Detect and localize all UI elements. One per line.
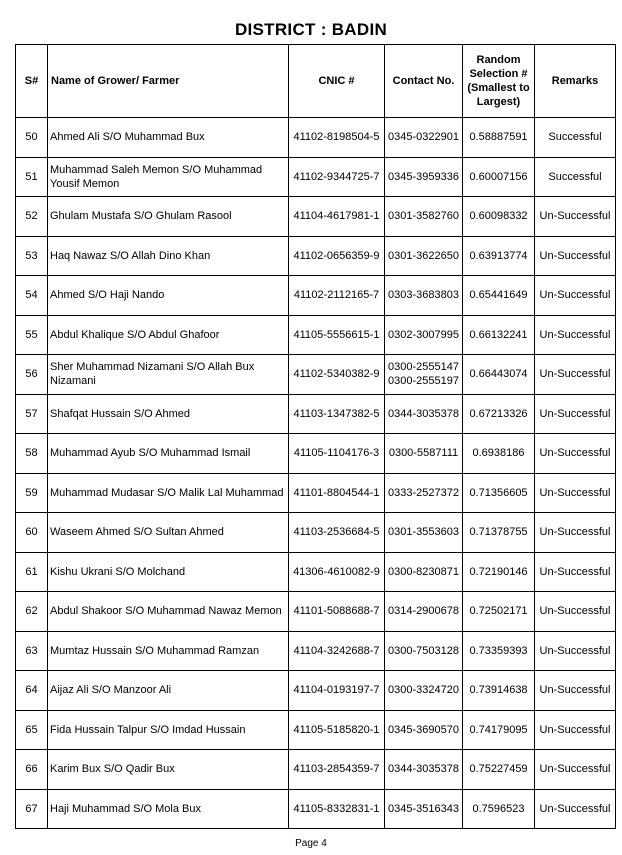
contact-number: 0344-3035378 <box>388 407 459 420</box>
cell-random-selection: 0.7596523 <box>463 789 535 829</box>
cell-sno: 61 <box>16 552 48 592</box>
cell-remarks: Un-Successful <box>535 710 616 750</box>
cell-remarks: Un-Successful <box>535 592 616 632</box>
cell-sno: 52 <box>16 197 48 237</box>
cell-random-selection: 0.71356605 <box>463 473 535 513</box>
cell-name: Shafqat Hussain S/O Ahmed <box>48 394 289 434</box>
cell-sno: 65 <box>16 710 48 750</box>
table-row <box>16 631 616 671</box>
cell-contact <box>385 473 463 513</box>
cell-sno: 53 <box>16 236 48 276</box>
cell-name: Abdul Khalique S/O Abdul Ghafoor <box>48 315 289 355</box>
cell-random-selection: 0.67213326 <box>463 394 535 434</box>
contact-number: 0314-2900678 <box>388 605 459 618</box>
cell-contact <box>385 236 463 276</box>
table-row <box>16 552 616 592</box>
cell-contact <box>385 513 463 553</box>
contact-number: 0300-2555197 <box>388 375 459 388</box>
cell-remarks: Un-Successful <box>535 473 616 513</box>
contact-number: 0300-5587111 <box>388 447 459 460</box>
cell-contact <box>385 118 463 158</box>
cell-name: Ahmed S/O Haji Nando <box>48 276 289 316</box>
cell-sno: 57 <box>16 394 48 434</box>
cell-random-selection: 0.58887591 <box>463 118 535 158</box>
contact-number: 0300-8230871 <box>388 565 459 578</box>
cell-contact <box>385 671 463 711</box>
cell-sno: 63 <box>16 631 48 671</box>
cell-cnic: 41103-2854359-7 <box>289 750 385 790</box>
contact-number: 0301-3622650 <box>388 249 459 262</box>
cell-random-selection: 0.66443074 <box>463 355 535 395</box>
contact-number: 0345-3516343 <box>388 802 459 815</box>
cell-cnic: 41101-8804544-1 <box>289 473 385 513</box>
cell-name: Aijaz Ali S/O Manzoor Ali <box>48 671 289 711</box>
cell-cnic: 41103-1347382-5 <box>289 394 385 434</box>
table-row <box>16 513 616 553</box>
cell-cnic: 41104-3242688-7 <box>289 631 385 671</box>
cell-contact <box>385 750 463 790</box>
cell-remarks: Un-Successful <box>535 355 616 395</box>
table-row <box>16 315 616 355</box>
cell-remarks: Un-Successful <box>535 315 616 355</box>
cell-cnic: 41104-0193197-7 <box>289 671 385 711</box>
cell-random-selection: 0.71378755 <box>463 513 535 553</box>
cell-remarks: Un-Successful <box>535 276 616 316</box>
contact-number: 0301-3582760 <box>388 210 459 223</box>
column-header-sno: S# <box>16 45 48 118</box>
cell-sno: 51 <box>16 157 48 197</box>
cell-name: Haji Muhammad S/O Mola Bux <box>48 789 289 829</box>
cell-sno: 56 <box>16 355 48 395</box>
page-number: Page 4 <box>295 838 327 849</box>
cell-sno: 50 <box>16 118 48 158</box>
cell-contact <box>385 157 463 197</box>
cell-name: Fida Hussain Talpur S/O Imdad Hussain <box>48 710 289 750</box>
cell-contact <box>385 315 463 355</box>
cell-cnic: 41105-5185820-1 <box>289 710 385 750</box>
table-row <box>16 710 616 750</box>
cell-random-selection: 0.63913774 <box>463 236 535 276</box>
cell-cnic: 41102-2112165-7 <box>289 276 385 316</box>
cell-contact <box>385 355 463 395</box>
cell-random-selection: 0.72190146 <box>463 552 535 592</box>
cell-name: Karim Bux S/O Qadir Bux <box>48 750 289 790</box>
cell-random-selection: 0.60007156 <box>463 157 535 197</box>
cell-contact <box>385 710 463 750</box>
cell-name: Muhammad Saleh Memon S/O Muhammad Yousif Memon <box>48 157 289 197</box>
table-row <box>16 118 616 158</box>
contact-number: 0345-3959336 <box>388 170 459 183</box>
cell-remarks: Un-Successful <box>535 434 616 474</box>
table-header-row <box>16 45 616 118</box>
cell-cnic: 41103-2536684-5 <box>289 513 385 553</box>
cell-name: Kishu Ukrani S/O Molchand <box>48 552 289 592</box>
cell-remarks: Un-Successful <box>535 671 616 711</box>
cell-cnic: 41102-9344725-7 <box>289 157 385 197</box>
column-header-remarks: Remarks <box>535 45 616 118</box>
table-row <box>16 276 616 316</box>
cell-remarks: Un-Successful <box>535 552 616 592</box>
table-row <box>16 157 616 197</box>
cell-cnic: 41102-0656359-9 <box>289 236 385 276</box>
contact-number: 0300-2555147 <box>388 361 459 374</box>
cell-random-selection: 0.73914638 <box>463 671 535 711</box>
cell-random-selection: 0.74179095 <box>463 710 535 750</box>
cell-cnic: 41306-4610082-9 <box>289 552 385 592</box>
cell-cnic: 41101-5088688-7 <box>289 592 385 632</box>
table-row <box>16 355 616 395</box>
cell-name: Muhammad Mudasar S/O Malik Lal Muhammad <box>48 473 289 513</box>
cell-cnic: 41105-5556615-1 <box>289 315 385 355</box>
cell-name: Haq Nawaz S/O Allah Dino Khan <box>48 236 289 276</box>
cell-name: Abdul Shakoor S/O Muhammad Nawaz Memon <box>48 592 289 632</box>
cell-name: Muhammad Ayub S/O Muhammad Ismail <box>48 434 289 474</box>
cell-random-selection: 0.72502171 <box>463 592 535 632</box>
cell-random-selection: 0.65441649 <box>463 276 535 316</box>
cell-sno: 60 <box>16 513 48 553</box>
contact-number: 0300-7503128 <box>388 644 459 657</box>
cell-name: Mumtaz Hussain S/O Muhammad Ramzan <box>48 631 289 671</box>
contact-number: 0301-3553603 <box>388 526 459 539</box>
cell-contact <box>385 592 463 632</box>
cell-remarks: Successful <box>535 118 616 158</box>
contact-number: 0344-3035378 <box>388 763 459 776</box>
cell-name: Waseem Ahmed S/O Sultan Ahmed <box>48 513 289 553</box>
cell-random-selection: 0.6938186 <box>463 434 535 474</box>
cell-name: Sher Muhammad Nizamani S/O Allah Bux Nizamani <box>48 355 289 395</box>
cell-cnic: 41104-4617981-1 <box>289 197 385 237</box>
column-header-cnic: CNIC # <box>289 45 385 118</box>
table-body <box>16 118 616 829</box>
cell-remarks: Successful <box>535 157 616 197</box>
cell-sno: 59 <box>16 473 48 513</box>
cell-remarks: Un-Successful <box>535 394 616 434</box>
cell-remarks: Un-Successful <box>535 236 616 276</box>
cell-random-selection: 0.66132241 <box>463 315 535 355</box>
cell-contact <box>385 552 463 592</box>
cell-remarks: Un-Successful <box>535 750 616 790</box>
cell-cnic: 41102-5340382-9 <box>289 355 385 395</box>
column-header-random: Random Selection # (Smallest to Largest) <box>463 45 535 118</box>
cell-cnic: 41102-8198504-5 <box>289 118 385 158</box>
table-row <box>16 236 616 276</box>
table-row <box>16 671 616 711</box>
contact-number: 0345-0322901 <box>388 131 459 144</box>
cell-contact <box>385 394 463 434</box>
cell-remarks: Un-Successful <box>535 789 616 829</box>
table-row <box>16 789 616 829</box>
grower-selection-table <box>15 44 616 829</box>
cell-name: Ghulam Mustafa S/O Ghulam Rasool <box>48 197 289 237</box>
cell-sno: 55 <box>16 315 48 355</box>
contact-number: 0333-2527372 <box>388 486 459 499</box>
cell-sno: 64 <box>16 671 48 711</box>
table-row <box>16 197 616 237</box>
cell-contact <box>385 434 463 474</box>
contact-number: 0300-3324720 <box>388 684 459 697</box>
column-header-contact: Contact No. <box>385 45 463 118</box>
table-row <box>16 473 616 513</box>
cell-name: Ahmed Ali S/O Muhammad Bux <box>48 118 289 158</box>
cell-random-selection: 0.60098332 <box>463 197 535 237</box>
cell-remarks: Un-Successful <box>535 197 616 237</box>
cell-cnic: 41105-1104176-3 <box>289 434 385 474</box>
table-row <box>16 592 616 632</box>
cell-sno: 54 <box>16 276 48 316</box>
cell-remarks: Un-Successful <box>535 631 616 671</box>
page-title: DISTRICT : BADIN <box>234 20 388 39</box>
cell-contact <box>385 789 463 829</box>
cell-contact <box>385 276 463 316</box>
contact-number: 0345-3690570 <box>388 723 459 736</box>
table-row <box>16 750 616 790</box>
cell-contact <box>385 631 463 671</box>
cell-sno: 62 <box>16 592 48 632</box>
table-row <box>16 394 616 434</box>
cell-random-selection: 0.73359393 <box>463 631 535 671</box>
table-row <box>16 434 616 474</box>
cell-random-selection: 0.75227459 <box>463 750 535 790</box>
cell-contact <box>385 197 463 237</box>
cell-remarks: Un-Successful <box>535 513 616 553</box>
contact-number: 0302-3007995 <box>388 328 459 341</box>
cell-sno: 66 <box>16 750 48 790</box>
cell-sno: 58 <box>16 434 48 474</box>
cell-cnic: 41105-8332831-1 <box>289 789 385 829</box>
contact-number: 0303-3683803 <box>388 289 459 302</box>
cell-sno: 67 <box>16 789 48 829</box>
column-header-name: Name of Grower/ Farmer <box>48 45 289 118</box>
